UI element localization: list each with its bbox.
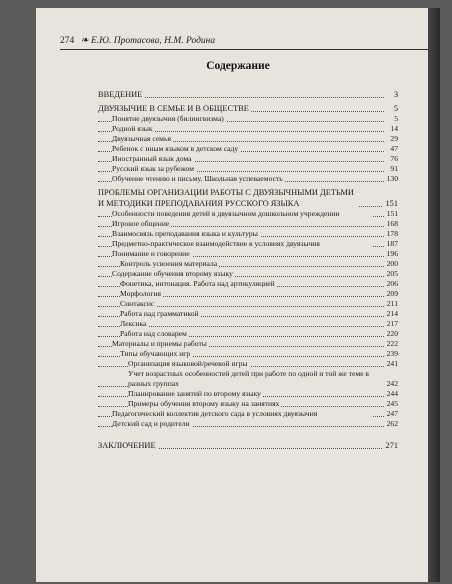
toc-entry bbox=[98, 309, 398, 319]
ornament: ❧ bbox=[80, 36, 89, 46]
toc-entry-page: 151 bbox=[386, 209, 398, 218]
toc-entry-title: Детский сад и родители bbox=[112, 419, 190, 428]
toc-entry-page: 196 bbox=[386, 249, 398, 258]
toc-entry-page: 29 bbox=[390, 134, 398, 143]
toc-entry bbox=[98, 114, 398, 124]
toc-entry-page: 91 bbox=[390, 164, 398, 173]
toc-entry-page: 214 bbox=[386, 309, 398, 318]
toc-entry-page: 244 bbox=[386, 389, 398, 398]
toc-entry bbox=[98, 299, 398, 309]
toc-entry bbox=[98, 249, 398, 259]
toc-entry bbox=[98, 269, 398, 279]
toc-entry bbox=[98, 349, 398, 359]
toc-entry bbox=[98, 419, 398, 429]
toc-entry-title: Двуязычная семья bbox=[112, 134, 171, 143]
toc-entry bbox=[98, 164, 398, 174]
table-of-contents bbox=[98, 86, 398, 451]
toc-entry-title: Учет возрастных особенностей детей при работе по одной и той же теме в разных группах bbox=[128, 369, 388, 389]
running-head bbox=[60, 35, 430, 50]
toc-entry-page: 76 bbox=[390, 154, 398, 163]
toc-entry-page: 217 bbox=[386, 319, 398, 328]
toc-entry-page: 262 bbox=[386, 419, 398, 428]
page-title: Содержание bbox=[206, 60, 270, 72]
toc-entry-title: Понимание и говорение bbox=[112, 249, 190, 258]
toc-entry-page: 241 bbox=[386, 359, 398, 368]
toc-entry-title: Контроль усвоения материала bbox=[120, 259, 218, 268]
toc-entry-page: 245 bbox=[386, 399, 398, 408]
toc-entry-page: 5 bbox=[393, 104, 398, 113]
toc-entry bbox=[98, 144, 398, 154]
page-edge-shadow bbox=[428, 8, 440, 582]
toc-entry-page: 187 bbox=[386, 239, 398, 248]
toc-entry-title: Работа над грамматикой bbox=[120, 309, 199, 318]
toc-entry-title: Организация языковой/речевой игры bbox=[128, 359, 248, 368]
toc-entry-title: Понятие двуязычия (билингвизма) bbox=[112, 114, 224, 123]
toc-entry bbox=[98, 187, 398, 209]
authors: Е.Ю. Протасова, Н.М. Родина bbox=[90, 36, 216, 46]
toc-entry bbox=[98, 103, 398, 114]
toc-entry bbox=[98, 329, 398, 339]
toc-entry-title: Русский язык за рубежом bbox=[112, 164, 194, 173]
toc-entry bbox=[98, 134, 398, 144]
toc-entry-title: Содержание обучения второму языку bbox=[112, 269, 233, 278]
toc-entry-page: 47 bbox=[390, 144, 398, 153]
toc-entry-page: 206 bbox=[386, 279, 398, 288]
toc-entry-page: 200 bbox=[386, 259, 398, 268]
toc-entry-page: 178 bbox=[386, 229, 398, 238]
page-number: 274 bbox=[60, 36, 75, 46]
toc-entry-title: Планирование занятий по второму языку bbox=[128, 389, 261, 398]
toc-entry bbox=[98, 389, 398, 399]
toc-entry-page: 151 bbox=[385, 199, 398, 208]
toc-entry-page: 168 bbox=[386, 219, 398, 228]
toc-entry bbox=[98, 369, 398, 389]
toc-entry bbox=[98, 124, 398, 134]
toc-entry-page: 222 bbox=[386, 339, 398, 348]
toc-entry bbox=[98, 319, 398, 329]
toc-entry bbox=[98, 409, 398, 419]
toc-entry-page: 247 bbox=[386, 409, 398, 418]
toc-entry bbox=[98, 154, 398, 164]
toc-entry-title: ВВЕДЕНИЕ bbox=[98, 90, 143, 99]
toc-entry-title: Педагогический коллектив детского сада в условиях двуязычия bbox=[112, 409, 372, 419]
toc-entry-title: Взаимосвязь преподавания языка и культуры bbox=[112, 229, 258, 238]
toc-entry bbox=[98, 259, 398, 269]
toc-entry bbox=[98, 279, 398, 289]
toc-entry-title: ПРОБЛЕМЫ ОРГАНИЗАЦИИ РАБОТЫ С ДВУЯЗЫЧНЫМИ ДЕТЬМИ И МЕТОДИКИ ПРЕПОДАВАНИЯ РУССКОГО ЯЗЫКА bbox=[98, 187, 358, 209]
toc-entry bbox=[98, 399, 398, 409]
toc-entry-title: Родной язык bbox=[112, 124, 153, 133]
toc-entry bbox=[98, 89, 398, 100]
toc-entry-title: Иностранный язык дома bbox=[112, 154, 192, 163]
toc-entry-title: ЗАКЛЮЧЕНИЕ bbox=[98, 441, 156, 450]
toc-entry bbox=[98, 339, 398, 349]
toc-entry-title: Особенности поведения детей в двуязычном дошкольном учреждении bbox=[112, 209, 372, 219]
book-page bbox=[36, 8, 440, 582]
toc-entry-page: 130 bbox=[386, 174, 398, 183]
toc-entry-page: 14 bbox=[390, 124, 398, 133]
toc-entry bbox=[98, 359, 398, 369]
toc-entry-title: Обучение чтению и письму. Школьная успеваемость bbox=[112, 174, 283, 183]
toc-entry-page: 239 bbox=[386, 349, 398, 358]
toc-entry bbox=[98, 229, 398, 239]
toc-entry bbox=[98, 440, 398, 451]
toc-entry-title: Предметно-практическое взаимодействие в условиях двуязычия bbox=[112, 239, 372, 249]
toc-entry-title: Синтаксис bbox=[120, 299, 155, 308]
toc-entry-page: 209 bbox=[386, 289, 398, 298]
toc-entry bbox=[98, 239, 398, 249]
toc-entry-page: 3 bbox=[393, 90, 398, 99]
toc-entry-title: Работа над словарем bbox=[120, 329, 187, 338]
toc-entry-title: Примеры обучения второму языку на занятиях bbox=[128, 399, 280, 408]
toc-entry-page: 205 bbox=[386, 269, 398, 278]
toc-entry-page: 211 bbox=[386, 299, 398, 308]
toc-entry-title: ДВУЯЗЫЧИЕ В СЕМЬЕ И В ОБЩЕСТВЕ bbox=[98, 104, 249, 113]
toc-entry-page: 271 bbox=[385, 441, 398, 450]
toc-entry-title: Типы обучающих игр bbox=[120, 349, 191, 358]
toc-entry-title: Ребенок с иным языком в детском саду bbox=[112, 144, 239, 153]
toc-entry-title: Фонетика, интонация. Работа над артикуляцией bbox=[120, 279, 275, 288]
toc-entry-page: 5 bbox=[394, 114, 398, 123]
toc-entry-page: 242 bbox=[386, 379, 398, 388]
toc-entry-title: Морфология bbox=[120, 289, 162, 298]
toc-entry-page: 220 bbox=[386, 329, 398, 338]
toc-entry bbox=[98, 174, 398, 184]
toc-entry bbox=[98, 289, 398, 299]
toc-entry-title: Материалы и приемы работы bbox=[112, 339, 207, 348]
toc-entry bbox=[98, 209, 398, 219]
toc-entry-title: Игровое общение bbox=[112, 219, 170, 228]
toc-entry-title: Лексика bbox=[120, 319, 147, 328]
toc-entry bbox=[98, 219, 398, 229]
